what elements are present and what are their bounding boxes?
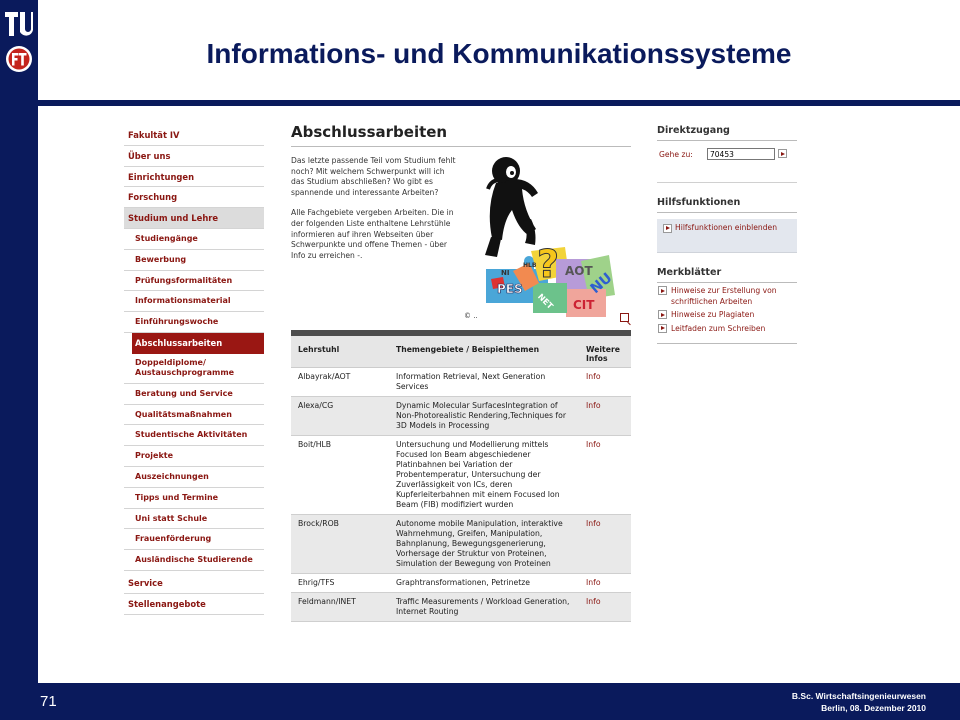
topics-cell: Information Retrieval, Next Generation Services (389, 368, 579, 397)
column-header-topics: Themengebiete / Beispielthemen (389, 336, 579, 368)
info-cell (579, 593, 631, 622)
nav-item-tipps-und-termine[interactable]: Tipps und Termine (124, 488, 264, 509)
site-navigation (124, 125, 264, 615)
nav-item-einrichtungen[interactable]: Einrichtungen (124, 167, 264, 188)
notes-link-label: Hinweise zur Erstellung von schriftlichen Arbeiten (671, 286, 777, 306)
nav-item-einführungswoche[interactable]: Einführungswoche (124, 312, 264, 333)
svg-text:?: ? (537, 242, 560, 286)
zoom-icon[interactable] (620, 313, 629, 322)
notes-links (657, 286, 797, 334)
topics-cell: Autonome mobile Manipulation, interaktive Wahrnehmung, Greifen, Manipulation, Bahnplanung, Bewegungsgenerierung, Vorhersage der Struktur von Proteinen, Simulation der Bewegung von Proteinen (389, 515, 579, 574)
column-header-chair: Lehrstuhl (291, 336, 389, 368)
chair-cell: Boit/HLB (291, 436, 389, 515)
chair-cell: Ehrig/TFS (291, 574, 389, 593)
notes-link-label: Hinweise zu Plagiaten (671, 310, 755, 319)
chair-cell: Feldmann/INET (291, 593, 389, 622)
nav-item-fakultät-iv[interactable]: Fakultät IV (124, 125, 264, 146)
slide-page-number: 71 (40, 693, 57, 710)
intro-text (291, 156, 459, 271)
nav-item-qualitätsmaßnahmen[interactable]: Qualitätsmaßnahmen (124, 405, 264, 426)
chairs-table (291, 336, 631, 622)
divider (657, 334, 797, 344)
page-heading: Abschlussarbeiten (291, 123, 631, 147)
nav-item-studiengänge[interactable]: Studiengänge (124, 229, 264, 250)
notes-heading: Merkblätter (657, 265, 797, 283)
nav-item-forschung[interactable]: Forschung (124, 187, 264, 208)
info-cell (579, 368, 631, 397)
topics-cell: Graphtransformationen, Petrinetze (389, 574, 579, 593)
chair-cell: Brock/ROB (291, 515, 389, 574)
topics-cell: Dynamic Molecular SurfacesIntegration of Non-Photorealistic Rendering,Techniques for 3D Models in Processing (389, 397, 579, 436)
nav-item-frauenförderung[interactable]: Frauenförderung (124, 529, 264, 550)
topics-cell: Traffic Measurements / Workload Generation, Internet Routing (389, 593, 579, 622)
slide-title: Informations- und Kommunikationssysteme (206, 38, 792, 69)
slide-left-bar (0, 0, 38, 720)
goto-label: Gehe zu: (659, 150, 693, 159)
info-link[interactable]: Info (586, 597, 601, 606)
nav-item-uni-statt-schule[interactable]: Uni statt Schule (124, 509, 264, 530)
direct-access-heading: Direktzugang (657, 123, 797, 141)
nav-item-über-uns[interactable]: Über uns (124, 146, 264, 167)
nav-item-doppeldiplome-austauschprogramme[interactable]: Doppeldiplome/ Austauschprogramme (124, 354, 264, 384)
nav-item-informationsmaterial[interactable]: Informationsmaterial (124, 291, 264, 312)
puzzle-label: CIT (573, 298, 595, 312)
goto-input[interactable] (707, 148, 775, 160)
table-row (291, 397, 631, 436)
puzzle-label: NU (587, 269, 616, 298)
divider (657, 163, 797, 183)
arrow-right-icon (658, 310, 667, 319)
nav-item-studentische-aktivitäten[interactable]: Studentische Aktivitäten (124, 425, 264, 446)
puzzle-label: PES (497, 282, 523, 296)
table-header-row (291, 336, 631, 368)
puzzle-illustration (461, 151, 631, 326)
notes-link[interactable] (657, 324, 797, 335)
notes-link[interactable] (657, 286, 797, 307)
image-copyright: © .. (464, 312, 478, 320)
arrow-right-icon (658, 324, 667, 333)
column-header-info: Weitere Infos (579, 336, 631, 368)
goto-form (657, 147, 797, 163)
puzzle-label: NI (501, 269, 510, 277)
nav-item-prüfungsformalitäten[interactable]: Prüfungsformalitäten (124, 271, 264, 292)
slide-title-rule (38, 100, 960, 106)
help-box (657, 219, 797, 253)
info-link[interactable]: Info (586, 440, 601, 449)
slide-footer (792, 690, 926, 714)
right-sidebar (657, 123, 797, 344)
info-link[interactable]: Info (586, 578, 601, 587)
table-row (291, 436, 631, 515)
table-row (291, 515, 631, 574)
info-cell (579, 574, 631, 593)
info-link[interactable]: Info (586, 372, 601, 381)
arrow-right-icon (663, 224, 672, 233)
nav-item-stellenangebote[interactable]: Stellenangebote (124, 594, 264, 615)
chair-cell: Albayrak/AOT (291, 368, 389, 397)
goto-submit-arrow-icon[interactable] (778, 149, 787, 158)
chair-cell: Alexa/CG (291, 397, 389, 436)
info-link[interactable]: Info (586, 401, 601, 410)
table-row (291, 593, 631, 622)
intro-paragraph: Alle Fachgebiete vergeben Arbeiten. Die in der folgenden Liste enthaltene Lehrstühle informieren auf ihren Webseiten über Schwerpunkte und offene Themen - über Info zu erreichen -. (291, 208, 454, 260)
nav-item-abschlussarbeiten[interactable]: Abschlussarbeiten (132, 333, 264, 354)
table-row (291, 574, 631, 593)
tu-logo-icon (4, 10, 34, 40)
arrow-right-icon (658, 286, 667, 295)
footer-program: B.Sc. Wirtschaftsingenieurwesen (791, 691, 926, 701)
help-heading: Hilfsfunktionen (657, 195, 797, 213)
intro-paragraph: Das letzte passende Teil vom Studium fehlt noch? Mit welchem Schwerpunkt will ich das Studium abschließen? Wo gibt es spannende und interessante Arbeiten? (291, 156, 456, 197)
notes-link-label: Leitfaden zum Schreiben (671, 323, 766, 333)
chairs-table-container (291, 330, 631, 642)
info-cell (579, 515, 631, 574)
nav-item-projekte[interactable]: Projekte (124, 446, 264, 467)
nav-item-beratung-und-service[interactable]: Beratung und Service (124, 384, 264, 405)
puzzle-label: HLB (523, 262, 537, 269)
nav-item-studium-und-lehre[interactable]: Studium und Lehre (124, 208, 264, 229)
info-cell (579, 397, 631, 436)
info-link[interactable]: Info (586, 519, 601, 528)
table-row (291, 368, 631, 397)
notes-link[interactable] (657, 310, 797, 321)
ft-logo-icon (5, 45, 33, 73)
nav-item-service[interactable]: Service (124, 573, 264, 594)
nav-item-auszeichnungen[interactable]: Auszeichnungen (124, 467, 264, 488)
nav-item-ausländische-studierende[interactable]: Ausländische Studierende (124, 550, 264, 571)
info-cell (579, 436, 631, 515)
puzzle-label: NET (535, 292, 555, 311)
nav-item-bewerbung[interactable]: Bewerbung (124, 250, 264, 271)
help-toggle-link[interactable]: Hilfsfunktionen einblenden (675, 223, 778, 232)
puzzle-label: AOT (565, 264, 593, 278)
footer-date: Berlin, 08. Dezember 2010 (821, 703, 926, 713)
topics-cell: Untersuchung und Modellierung mittels Focused Ion Beam abgeschiedener Platinbahnen bei Variation der Probentemperatur, Untersuchung der Zuverlässigkeit von ICs, deren Kupferleiterbahnen mit einem Focused Ion Beam (FIB) modifiziert wurden (389, 436, 579, 515)
main-content (291, 123, 631, 328)
